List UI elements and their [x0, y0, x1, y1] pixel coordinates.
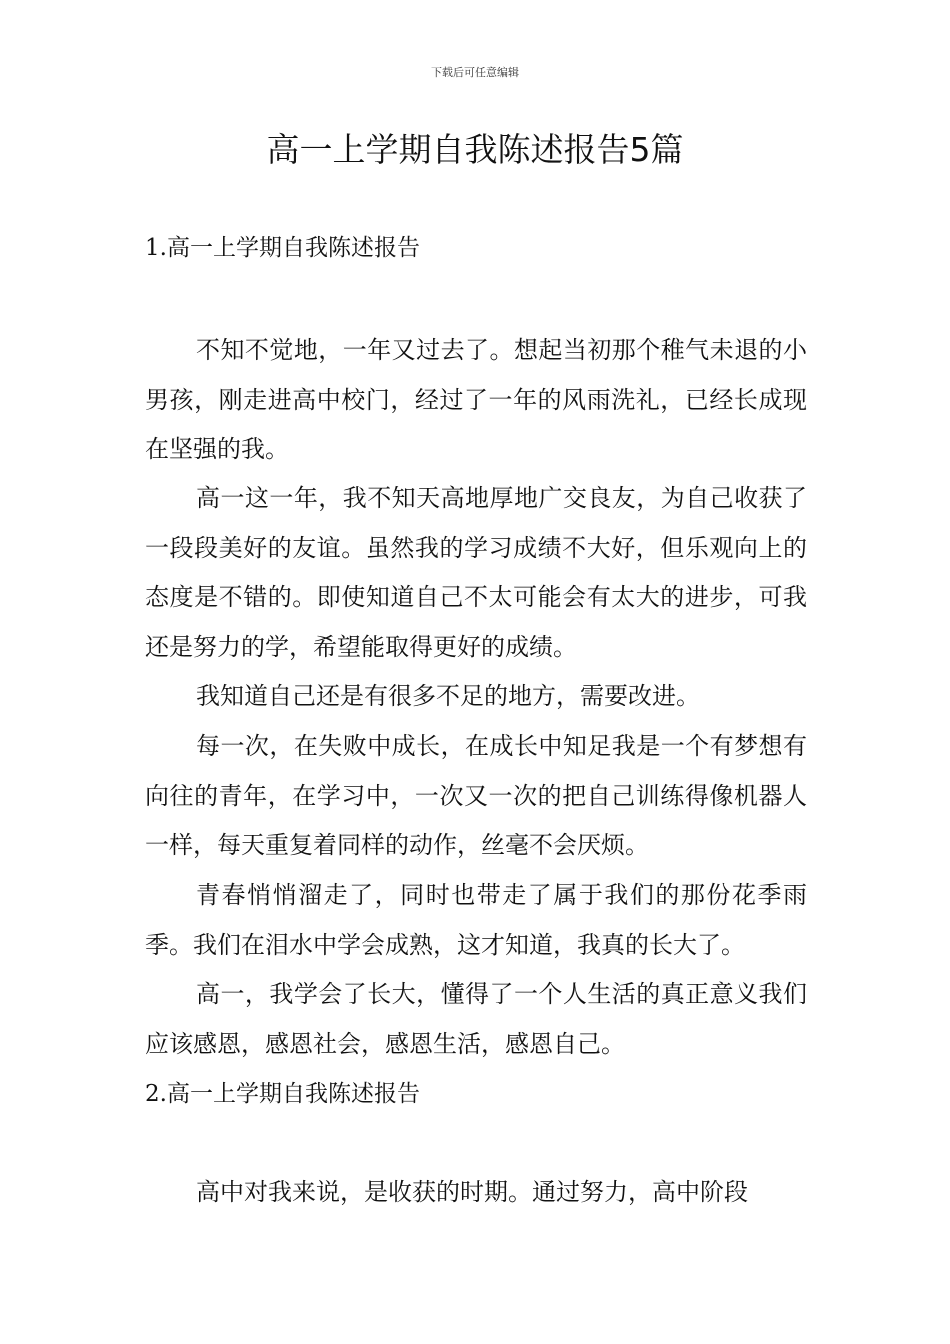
paragraph: 不知不觉地，一年又过去了。想起当初那个稚气未退的小男孩，刚走进高中校门，经过了一年的风雨洗礼，已经长成现在坚强的我。	[145, 336, 807, 463]
paragraph: 高一，我学会了长大，懂得了一个人生活的真正意义我们应该感恩，感恩社会，感恩生活，感恩自己。	[145, 980, 807, 1058]
paragraph: 高中对我来说，是收获的时期。通过努力，高中阶段	[196, 1178, 748, 1206]
paragraph: 我知道自己还是有很多不足的地方，需要改进。	[196, 682, 700, 710]
section-heading-2: 2.高一上学期自我陈述报告	[145, 1081, 420, 1107]
paragraph: 高一这一年，我不知天高地厚地广交良友，为自己收获了一段段美好的友谊。虽然我的学习成绩不大好，但乐观向上的态度是不错的。即使知道自己不太可能会有太大的进步，可我还是努力的学，希望能取得更好的成绩。	[145, 484, 807, 661]
paragraph: 每一次，在失败中成长，在成长中知足我是一个有梦想有向往的青年，在学习中，一次又一次的把自己训练得像机器人一样，每天重复着同样的动作，丝毫不会厌烦。	[145, 732, 807, 859]
section-heading-1: 1.高一上学期自我陈述报告	[145, 235, 420, 261]
header-note: 下载后可任意编辑	[431, 66, 519, 79]
paragraph: 青春悄悄溜走了，同时也带走了属于我们的那份花季雨季。我们在泪水中学会成熟，这才知道，我真的长大了。	[145, 881, 807, 959]
document-title: 高一上学期自我陈述报告5篇	[266, 130, 684, 169]
